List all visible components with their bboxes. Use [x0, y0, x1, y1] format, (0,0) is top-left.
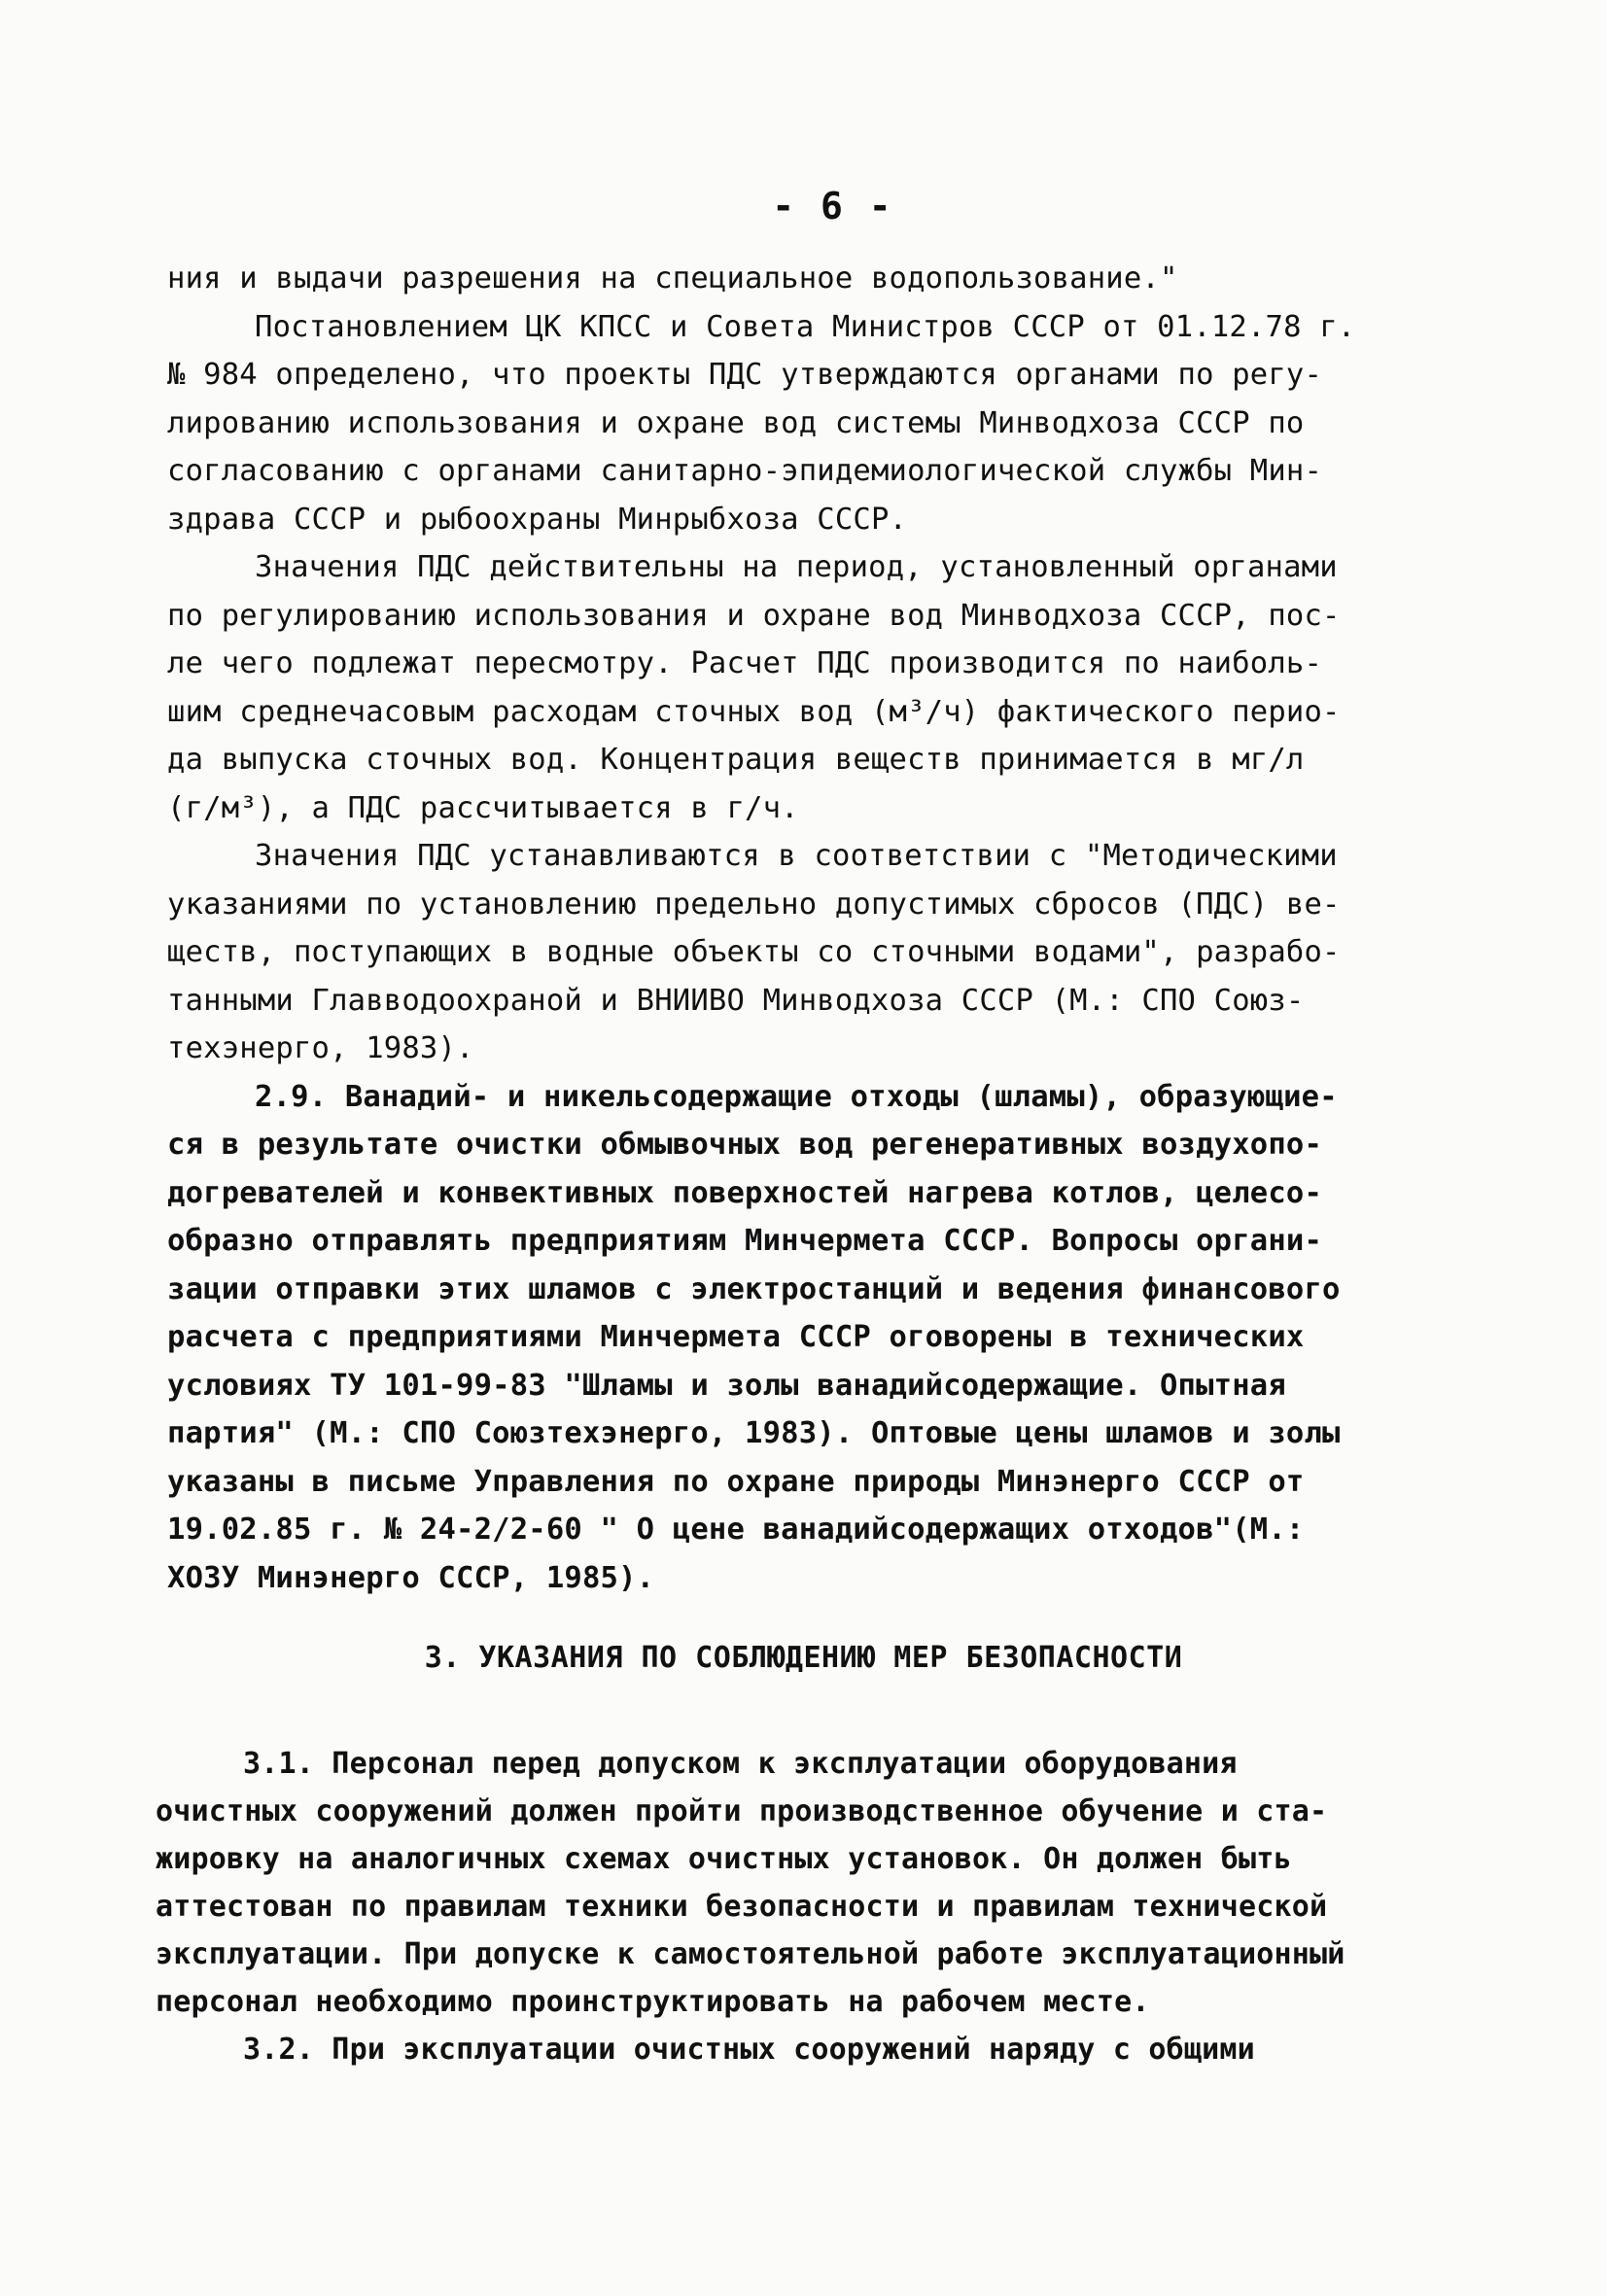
- text-line: № 984 определено, что проекты ПДС утверждаются органами по регу-: [167, 358, 1323, 392]
- text-line: партия" (М.: СПО Союзтехэнерго, 1983). Оптовые цены шламов и золы: [167, 1416, 1341, 1450]
- text-line: жировку на аналогичных схемах очистных установок. Он должен быть: [156, 1842, 1292, 1876]
- text-line: ществ, поступающих в водные объекты со сточными водами", разрабо-: [167, 935, 1341, 969]
- text-line: Значения ПДС устанавливаются в соответствии с "Методическими: [255, 839, 1338, 873]
- text-line: эксплуатации. При допуске к самостоятельной работе эксплуатационный: [156, 1937, 1345, 1971]
- text-line: 3.1. Персонал перед допуском к эксплуатации оборудования: [243, 1747, 1238, 1781]
- text-line: аттестован по правилам техники безопасности и правилам технической: [156, 1890, 1328, 1924]
- text-line: зации отправки этих шламов с электростанций и ведения финансового: [167, 1271, 1341, 1306]
- text-line: здрава СССР и рыбоохраны Минрыбхоза СССР.: [167, 502, 908, 537]
- page-number: - 6 -: [772, 185, 893, 227]
- safety-section: [156, 1740, 1449, 2073]
- text-line: догревателей и конвективных поверхностей нагрева котлов, целесо-: [167, 1175, 1323, 1210]
- text-line: персонал необходимо проинструктировать на рабочем месте.: [156, 1985, 1150, 2019]
- text-line: ся в результате очистки обмывочных вод регенеративных воздухопо-: [167, 1128, 1323, 1162]
- text-line: условиях ТУ 101-99-83 "Шламы и золы ванадийсодержащие. Опытная: [167, 1368, 1286, 1403]
- text-line: по регулированию использования и охране вод Минводхоза СССР, пос-: [167, 598, 1341, 633]
- text-line: ле чего подлежат пересмотру. Расчет ПДС производится по наиболь-: [167, 646, 1323, 680]
- text-line: 3.2. При эксплуатации очистных сооружений наряду с общими: [243, 2033, 1255, 2067]
- document-body: [167, 255, 1431, 1602]
- text-line: указаниями по установлению предельно допустимых сбросов (ПДС) ве-: [167, 887, 1341, 922]
- text-line: Постановлением ЦК КПСС и Совета Министров СССР от 01.12.78 г.: [255, 309, 1356, 344]
- text-line: очистных сооружений должен пройти производственное обучение и ста-: [156, 1794, 1328, 1828]
- text-line: шим среднечасовым расходам сточных вод (м³/ч) фактического перио-: [167, 694, 1341, 729]
- text-line: ния и выдачи разрешения на специальное водопользование.": [167, 261, 1178, 296]
- section-heading: 3. УКАЗАНИЯ ПО СОБЛЮДЕНИЮ МЕР БЕЗОПАСНОСТИ: [424, 1641, 1183, 1675]
- text-line: Значения ПДС действительны на период, установленный органами: [255, 550, 1338, 584]
- text-line: лированию использования и охране вод системы Минводхоза СССР по: [167, 405, 1305, 440]
- text-line: танными Главводоохраной и ВНИИВО Минводхоза СССР (М.: СПО Союз-: [167, 983, 1305, 1018]
- text-line: да выпуска сточных вод. Концентрация веществ принимается в мг/л: [167, 743, 1305, 777]
- text-line: 2.9. Ванадий- и никельсодержащие отходы (шламы), образующие-: [255, 1079, 1338, 1114]
- text-line: ХОЗУ Минэнерго СССР, 1985).: [167, 1560, 655, 1595]
- text-line: расчета с предприятиями Минчермета СССР оговорены в технических: [167, 1320, 1305, 1354]
- text-line: согласованию с органами санитарно-эпидемиологической службы Мин-: [167, 454, 1323, 488]
- text-line: образно отправлять предприятиям Минчермета СССР. Вопросы органи-: [167, 1224, 1323, 1258]
- text-line: техэнерго, 1983).: [167, 1031, 474, 1065]
- text-line: 19.02.85 г. № 24-2/2-60 " О цене ванадийсодержащих отходов"(М.:: [167, 1513, 1305, 1547]
- text-line: (г/м³), а ПДС рассчитывается в г/ч.: [167, 790, 799, 825]
- text-line: указаны в письме Управления по охране природы Минэнерго СССР от: [167, 1464, 1305, 1499]
